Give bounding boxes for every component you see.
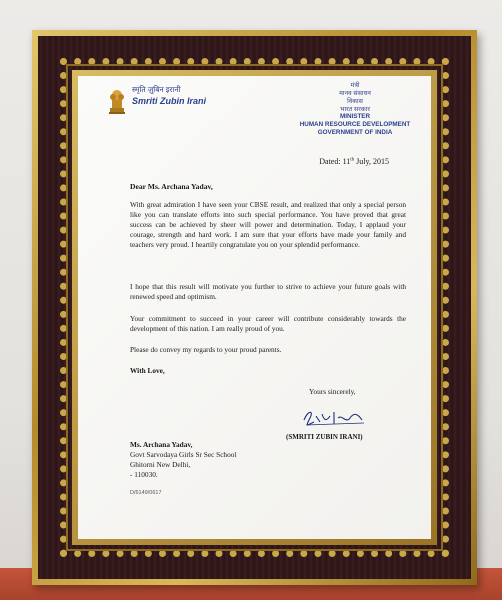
date-ordinal: th (350, 157, 355, 163)
recipient-name: Ms. Archana Yadav, (130, 440, 193, 449)
letter-paper (78, 76, 431, 539)
letterhead-name-english: Smriti Zubin Irani (132, 96, 207, 107)
body-paragraph-3: Your commitment to succeed in your career will contribute considerably towards the development of this nation. I am really proud of you. (130, 314, 406, 334)
recipient-school: Govt Sarvodaya Girls Sr Sec School (130, 449, 237, 459)
office-ministry-hindi: मानव संसाधन (339, 89, 371, 97)
recipient-city: Ghitorni New Delhi, (130, 459, 191, 469)
salutation: Dear Ms. Archana Yadav, (130, 182, 213, 191)
signatory-name: (SMRITI ZUBIN IRANI) (286, 433, 363, 441)
valediction: Yours sincerely, (309, 387, 356, 396)
office-title-hindi: मंत्री (350, 82, 360, 89)
office-govt: GOVERNMENT OF INDIA (317, 129, 393, 137)
closing-line: With Love, (130, 366, 165, 375)
body-paragraph-2: I hope that this result will motivate you further to strive to achieve your future goals with renewed speed and optimism. (130, 282, 406, 302)
office-govt-hindi: भारत सरकार (340, 105, 370, 113)
letterhead-name-hindi: स्मृति ज़ुबिन इरानी (132, 85, 181, 94)
handwritten-signature (300, 406, 370, 428)
office-dept-hindi: विकास (347, 97, 363, 105)
recipient-pincode: - 110030. (130, 469, 158, 479)
date-prefix: Dated: 11 (319, 157, 351, 166)
body-paragraph-1: With great admiration I have seen your CBSE result, and realized that only a special person like you can translate efforts into such special performance. You have proved that great success can be achieved by sheer will power and determination. Today, I applaud your courage, strength and hard work. I am sure that your efforts have made your family and teachers very proud. I heartily congratulate you on your splendid performance. (130, 200, 406, 250)
letterhead-name-block (132, 85, 206, 108)
body-paragraph-4: Please do convey my regards to your proud parents. (130, 345, 282, 354)
letter-date (319, 156, 389, 167)
letterhead-office-block (295, 82, 415, 137)
date-suffix: July, 2015 (354, 157, 389, 166)
recipient-address (130, 440, 236, 480)
reference-number: D/6149/0617 (130, 490, 162, 496)
office-ministry: HUMAN RESOURCE DEVELOPMENT (299, 121, 411, 129)
office-title: MINISTER (339, 113, 371, 121)
national-emblem-icon (108, 88, 126, 114)
